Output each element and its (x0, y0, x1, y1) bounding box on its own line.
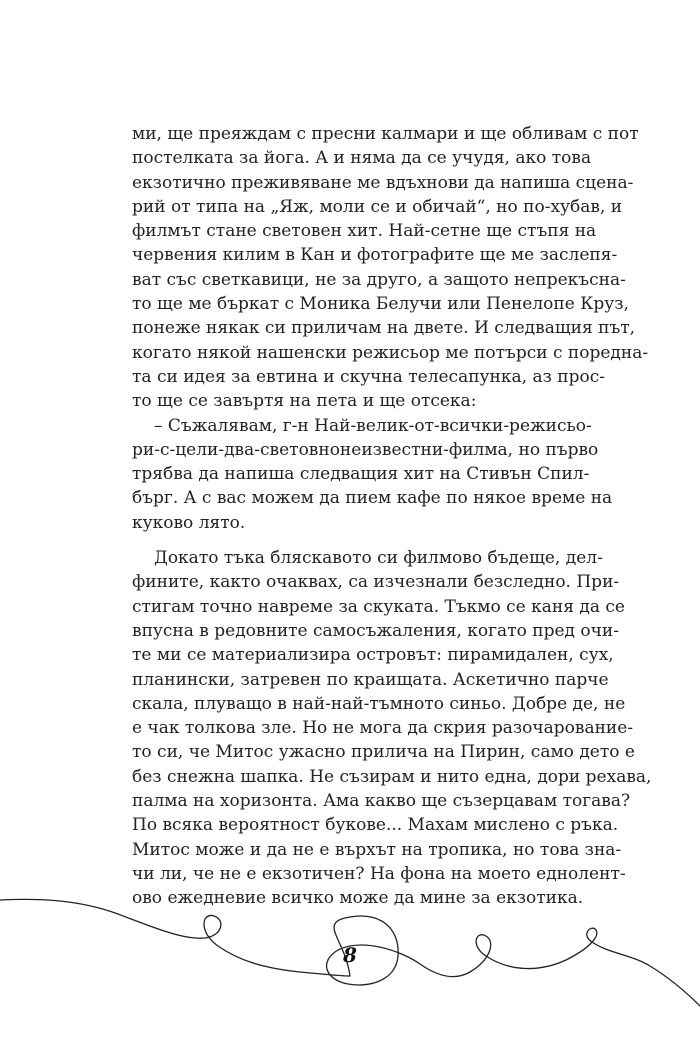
text-line: ват със светкавици, не за друго, а защото непрекъсна- (132, 269, 626, 290)
text-line: палма на хоризонта. Ама какво ще съзерцавам тогава? (132, 791, 631, 812)
text-line: скала, плуващо в най-най-тъмното синьо. Добре де, не (132, 693, 626, 714)
text-line: без снежна шапка. Не съзирам и нито една, дори рехава, (132, 766, 652, 787)
text-line: ри-с-цели-два-световнонеизвестни-филма, но първо (132, 439, 599, 460)
paragraph-2 (132, 414, 613, 535)
text-line: когато някой нашенски режисьор ме потърси с поредна- (132, 342, 649, 363)
text-line: червения килим в Кан и фотографите ще ме заслепя- (132, 245, 618, 266)
text-line: стигам точно навреме за скуката. Тъкмо се каня да се (132, 596, 625, 617)
text-line: ово ежедневие всичко може да мине за екзотика. (132, 888, 584, 909)
text-line: трябва да напиша следващия хит на Стивън Спил- (132, 464, 590, 485)
text-line: Докато тъка бляскавото си филмово бъдеще, дел- (154, 548, 603, 569)
text-line: е чак толкова зле. Но не мога да скрия разочарование- (132, 718, 634, 739)
body-text (132, 122, 652, 911)
paragraph-1 (132, 122, 649, 414)
text-line: фините, както очаквах, са изчезнали безследно. При- (132, 572, 620, 593)
text-line: ми, ще преяждам с пресни калмари и ще обливам с пот (132, 124, 639, 144)
text-line: Митос може и да не е върхът на тропика, но това зна- (132, 839, 622, 860)
text-line: то ще ме бъркат с Моника Белучи или Пенелопе Круз, (132, 294, 629, 315)
text-line: планински, затревен по краищата. Аскетично парче (132, 669, 609, 690)
text-line: впусна в редовните самосъжаления, когато пред очи- (132, 620, 619, 641)
paragraph-3 (132, 546, 652, 910)
text-line: филмът стане световен хит. Най-сетне ще стъпя на (132, 221, 597, 242)
text-line: постелката за йога. А и няма да се учудя, ако това (132, 148, 592, 169)
text-line: понеже някак си приличам на двете. И следващия път, (132, 318, 636, 339)
text-line: – Съжалявам, г-н Най-велик-от-всички-режисьо- (154, 415, 592, 436)
text-line: то ще се завъртя на пета и ще отсека: (132, 391, 477, 412)
text-line: чи ли, че не е екзотичен? На фона на моето еднолент- (132, 863, 626, 884)
text-line: та си идея за евтина и скучна телесапунка, аз прос- (132, 366, 605, 387)
text-line: рий от типа на „Яж, моли се и обичай“, но по-хубав, и (132, 196, 623, 217)
text-line: те ми се материализира островът: пирамидален, сух, (132, 645, 614, 666)
text-line: то си, че Митос ужасно прилича на Пирин, само дето е (132, 742, 635, 763)
text-line: По всяка вероятност букове... Махам мислено с ръка. (132, 815, 619, 836)
text-line: куково лято. (132, 512, 246, 533)
text-line: бърг. А с вас можем да пием кафе по някое време на (132, 488, 613, 509)
page-number: 8 (343, 943, 357, 967)
text-line: екзотично преживяване ме вдъхнови да напиша сцена- (132, 172, 634, 193)
